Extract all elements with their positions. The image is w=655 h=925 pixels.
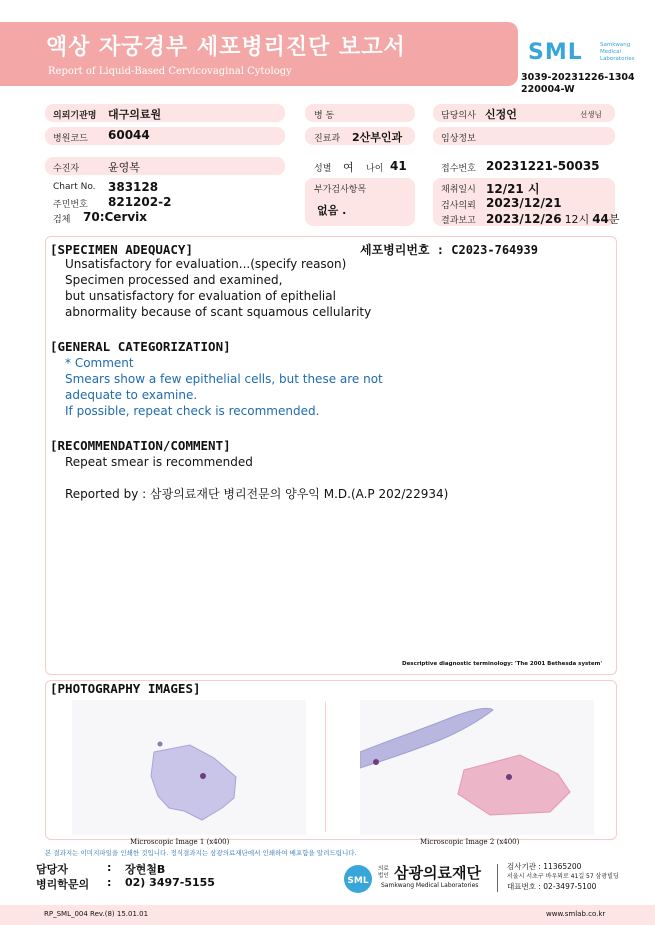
reported-by: Reported by : 삼광의료재단 병리전문의 양우익 M.D.(A.P 202/22934) bbox=[65, 487, 449, 501]
org-name-en: Samkwang Medical Laboratories bbox=[381, 882, 479, 889]
comment-line: adequate to examine. bbox=[65, 388, 198, 402]
general-categorization-text bbox=[65, 355, 383, 419]
age-value: 41 bbox=[390, 159, 407, 173]
photo-divider bbox=[325, 702, 326, 832]
report-title: 액상 자궁경부 세포병리진단 보고서 bbox=[46, 35, 406, 60]
receipt-label: 접수번호 bbox=[441, 164, 476, 174]
form-code: RP_SML_004 Rev.(8) 15.01.01 bbox=[44, 910, 149, 918]
comment-line: Smears show a few epithelial cells, but these are not bbox=[65, 372, 383, 386]
doctor-suffix: 선생님 bbox=[580, 110, 602, 119]
specimen-label: 검체 bbox=[53, 215, 71, 225]
website: www.smlab.co.kr bbox=[546, 910, 606, 918]
comment-line: * Comment bbox=[65, 356, 134, 370]
specimen-value: 70:Cervix bbox=[83, 210, 148, 224]
svg-text:SML: SML bbox=[347, 876, 369, 886]
sex-label: 성별 bbox=[314, 164, 332, 174]
org-name: 삼광의료재단 bbox=[394, 864, 481, 882]
sex-value: 여 bbox=[343, 161, 354, 174]
patient-pill bbox=[45, 157, 285, 175]
contact-value: 장현철B bbox=[125, 863, 166, 876]
print-notice: 본 결과지는 이미지파일을 인쇄한 것입니다. 정식결과지는 삼광의료재단에서 인쇄하여 배포함을 알려드립니다. bbox=[45, 849, 357, 857]
phone-label: 병리학문의 bbox=[36, 878, 90, 891]
recommendation-text: Repeat smear is recommended bbox=[65, 455, 253, 469]
org-telephone: 대표번호 : 02-3497-5100 bbox=[507, 882, 597, 891]
specimen-adequacy-text bbox=[65, 256, 371, 320]
general-categorization-heading: [GENERAL CATEGORIZATION] bbox=[50, 339, 231, 354]
cytology-number-label: 세포병리번호 : bbox=[360, 243, 445, 257]
doctor-label: 담당의사 bbox=[441, 111, 476, 121]
receipt-value: 20231221-50035 bbox=[486, 159, 600, 173]
terminology-note: Descriptive diagnostic terminology: 'The 2001 Bethesda system' bbox=[402, 661, 603, 667]
microscopic-image-2 bbox=[360, 700, 594, 835]
addtest-value: 없음 . bbox=[317, 204, 347, 217]
report-date bbox=[486, 211, 620, 227]
samkwang-logo-icon bbox=[343, 864, 373, 894]
report-subtitle: Report of Liquid-Based Cervicovaginal Cytology bbox=[48, 66, 292, 77]
hospital-value: 대구의료원 bbox=[108, 108, 162, 121]
org-type: 의료 법인 bbox=[378, 866, 389, 879]
barcode-line-2: 220004-W bbox=[521, 84, 575, 95]
institution-number: 검사기관 : 11365200 bbox=[507, 862, 582, 871]
chart-label: Chart No. bbox=[53, 182, 96, 192]
footer-divider bbox=[497, 864, 498, 892]
report-minute: 44 bbox=[592, 212, 609, 226]
collect-value: 12/21 시 bbox=[486, 182, 540, 196]
comment-line: If possible, repeat check is recommended. bbox=[65, 404, 320, 418]
patient-label: 수진자 bbox=[53, 164, 80, 174]
dept-value: 2산부인과 bbox=[352, 131, 403, 144]
image-1-caption: Microscopic Image 1 (x400) bbox=[130, 838, 230, 846]
phone-colon: : bbox=[107, 876, 112, 889]
age-label: 나이 bbox=[366, 164, 384, 174]
cytology-number-value: C2023-764939 bbox=[451, 243, 538, 257]
contact-label: 담당자 bbox=[36, 863, 68, 876]
sml-logo-subtext: Samkwang Medical Laboratories bbox=[600, 42, 635, 62]
adequacy-line: Specimen processed and examined, bbox=[65, 273, 283, 287]
contact-colon: : bbox=[107, 861, 112, 874]
adequacy-line: Unsatisfactory for evaluation...(specify reason) bbox=[65, 257, 347, 271]
chart-value: 383128 bbox=[108, 180, 159, 194]
collect-label: 채취일시 bbox=[441, 185, 476, 195]
specimen-adequacy-heading: [SPECIMEN ADEQUACY] bbox=[50, 242, 193, 257]
recommendation-heading: [RECOMMENDATION/COMMENT] bbox=[50, 438, 231, 453]
ward-label: 병 동 bbox=[314, 111, 335, 121]
request-value: 2023/12/21 bbox=[486, 196, 562, 210]
patient-value: 윤영복 bbox=[108, 161, 140, 174]
report-minute-unit: 분 bbox=[608, 213, 620, 226]
code-label: 병원코드 bbox=[53, 134, 88, 144]
barcode-line-1: 3039-20231226-1304 bbox=[521, 72, 635, 83]
hospital-label: 의뢰기관명 bbox=[53, 111, 97, 121]
request-label: 검사의뢰 bbox=[441, 201, 476, 211]
image-2-caption: Microscopic Image 2 (x400) bbox=[420, 838, 520, 846]
clinical-label: 임상정보 bbox=[441, 134, 476, 144]
dept-label: 진료과 bbox=[314, 134, 341, 144]
phone-value: 02) 3497-5155 bbox=[125, 876, 215, 889]
org-address: 서울시 서초구 바우뫼로 41길 57 삼광빌딩 bbox=[507, 873, 619, 880]
report-hour: 12 bbox=[564, 213, 579, 226]
adequacy-line: but unsatisfactory for evaluation of epithelial bbox=[65, 289, 336, 303]
sml-logo: SML bbox=[528, 40, 583, 65]
id-value: 821202-2 bbox=[108, 195, 172, 209]
cytology-number bbox=[360, 241, 538, 258]
barcode-number bbox=[521, 72, 635, 96]
id-label: 주민번호 bbox=[53, 200, 88, 210]
adequacy-line: abnormality because of scant squamous cellularity bbox=[65, 305, 372, 319]
doctor-value: 신정언 bbox=[485, 108, 517, 121]
addtest-label: 부가검사항목 bbox=[314, 185, 367, 195]
code-value: 60044 bbox=[108, 128, 150, 142]
report-hour-unit: 시 bbox=[578, 213, 590, 226]
report-label: 결과보고 bbox=[441, 216, 476, 226]
microscopic-image-1 bbox=[72, 700, 306, 835]
photography-heading: [PHOTOGRAPHY IMAGES] bbox=[50, 681, 201, 696]
org-details bbox=[507, 862, 619, 892]
report-date-value: 2023/12/26 bbox=[486, 212, 562, 226]
